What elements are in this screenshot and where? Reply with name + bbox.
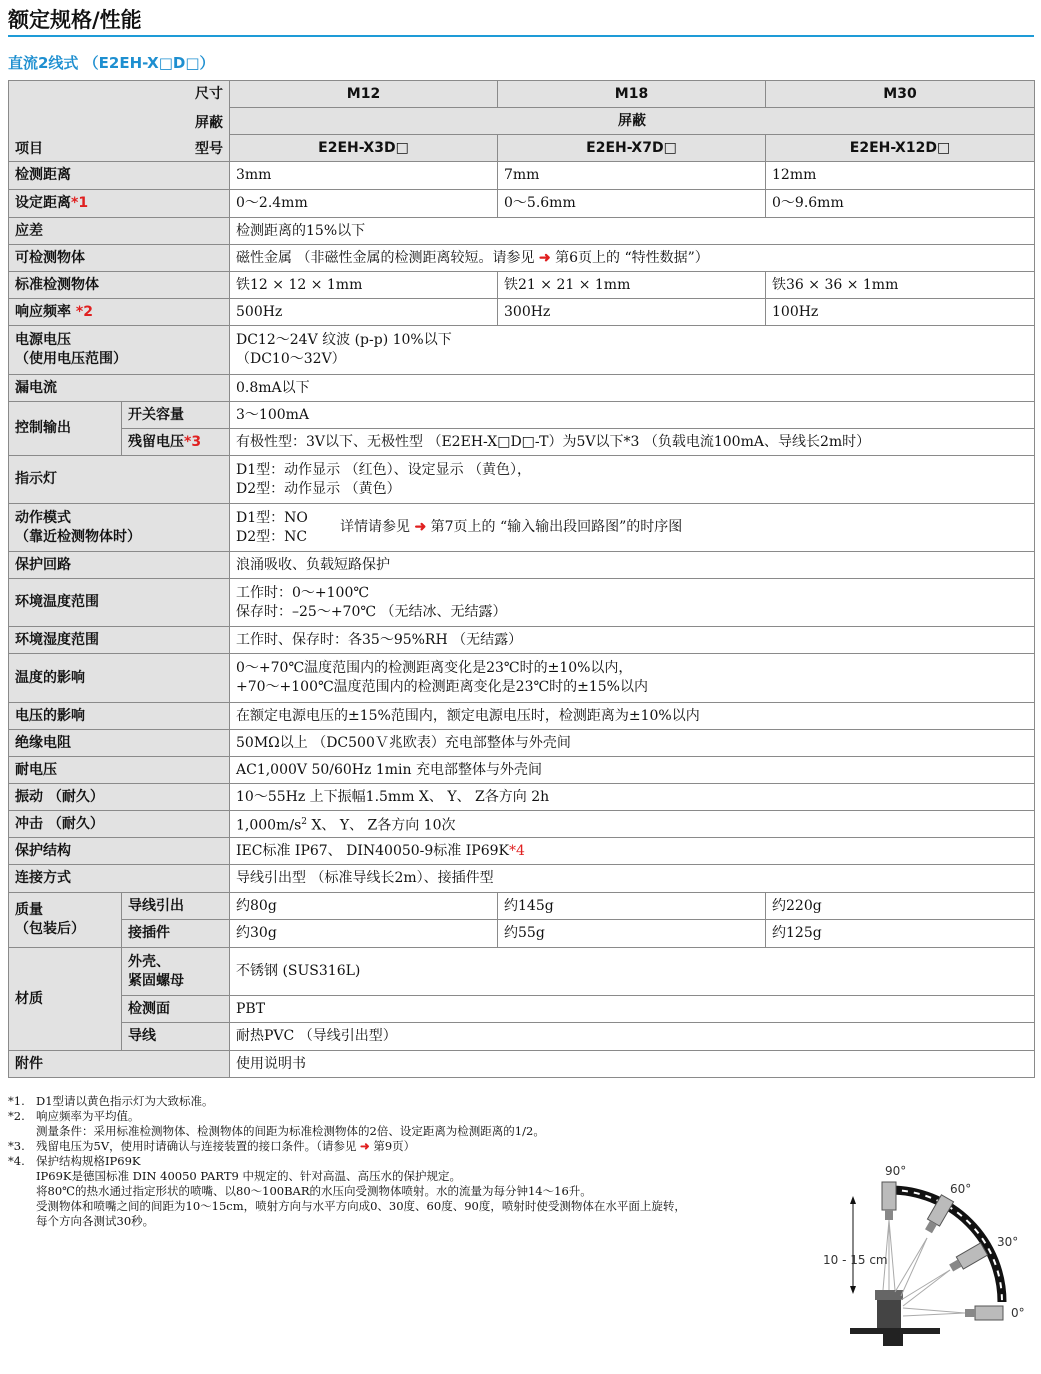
section-title: 直流2线式 （E2EH-X□D□） <box>8 54 215 72</box>
ip69k-test-diagram <box>815 1160 1040 1370</box>
row-response-frequency <box>9 299 1035 326</box>
weight-cable-m30: 约220g <box>766 893 1035 920</box>
footnote-1: *1. D1型请以黄色指示灯为大致标准。 <box>8 1094 214 1108</box>
standard-object-m18: 铁21 × 21 × 1mm <box>498 272 766 299</box>
row-dielectric-strength <box>9 757 1035 784</box>
size-label: 尺寸 <box>195 86 223 102</box>
size-m12: M12 <box>230 81 498 108</box>
angle-90-label: 90° <box>885 1164 907 1178</box>
set-distance-label: 设定距离*1 <box>9 190 230 218</box>
row-set-distance <box>9 190 1035 218</box>
row-material-cable <box>9 1023 1035 1051</box>
residual-voltage-value: 有极性型：3V以下、无极性型 （E2EH-X□D□-T）为5V以下*3 （负载电流100mA、导线长2m时） <box>230 429 1035 456</box>
row-shock <box>9 811 1035 838</box>
weight-label: 质量 （包装后） <box>9 893 122 948</box>
sensing-distance-label: 检测距离 <box>9 162 230 190</box>
weight-connector-m18: 约55g <box>498 920 766 948</box>
standard-object-m12: 铁12 × 12 × 1mm <box>230 272 498 299</box>
note-mark: *1 <box>71 195 89 211</box>
shield-label: 屏蔽 <box>195 115 223 131</box>
switching-capacity-label: 开关容量 <box>122 402 230 429</box>
row-material-case <box>9 948 1035 996</box>
row-ambient-temperature <box>9 579 1035 627</box>
row-standard-object <box>9 272 1035 299</box>
nozzle-30 <box>948 1243 988 1274</box>
residual-voltage-label: 残留电压*3 <box>122 429 230 456</box>
angle-0-label: 0° <box>1011 1306 1025 1320</box>
row-accessories <box>9 1051 1035 1078</box>
weight-cable-label: 导线引出 <box>122 893 230 920</box>
title-rule <box>8 35 1034 37</box>
row-weight-cable <box>9 893 1035 920</box>
size-m30: M30 <box>766 81 1035 108</box>
footnotes <box>8 1094 808 1229</box>
sensing-distance-m18: 7mm <box>498 162 766 190</box>
ambient-temperature-value: 工作时：0～+100℃ 保存时：–25～+70℃ （无结冰、无结露） <box>230 579 1035 627</box>
material-case-label: 外壳、 紧固螺母 <box>122 948 230 996</box>
set-distance-m30: 0～9.6mm <box>766 190 1035 218</box>
weight-connector-m30: 约125g <box>766 920 1035 948</box>
shield-value: 屏蔽 <box>230 108 1035 135</box>
nozzle-0 <box>965 1306 1003 1320</box>
weight-cable-m18: 约145g <box>498 893 766 920</box>
connection-value: 导线引出型 （标准导线长2m）、接插件型 <box>230 865 1035 893</box>
weight-connector-label: 接插件 <box>122 920 230 948</box>
voltage-influence-label: 电压的影响 <box>9 703 230 730</box>
nozzle-90 <box>882 1182 896 1220</box>
size-m18: M18 <box>498 81 766 108</box>
vibration-label: 振动 （耐久） <box>9 784 230 811</box>
arrow-right-icon: ➜ <box>414 519 427 535</box>
model-label: 型号 <box>195 141 223 157</box>
power-voltage-label: 电源电压 （使用电压范围） <box>9 326 230 375</box>
material-cable-value: 耐热PVC （导线引出型） <box>230 1023 1035 1051</box>
weight-cable-m12: 约80g <box>230 893 498 920</box>
dielectric-strength-label: 耐电压 <box>9 757 230 784</box>
accessories-value: 使用说明书 <box>230 1051 1035 1078</box>
note-mark: *4 <box>508 842 525 859</box>
footnote-4: *4. 保护结构规格IP69K IP69K是德国标准 DIN 40050 PART9 中规定的、针对高温、高压水的保护规定。 将80℃的热水通过指定形状的喷嘴、以80～100BAR的水压向受测物体喷射。水的流量为每分钟14～16升。 受测物体和喷嘴之间的间距为10～15cm，喷射方向与水平方向成0、30度、60度、90度，喷射时使受测物体在水平面上旋转， 每个方向各测试30秒。 <box>8 1154 686 1228</box>
sensing-distance-m30: 12mm <box>766 162 1035 190</box>
item-label: 项目 <box>15 141 43 157</box>
indicator-label: 指示灯 <box>9 456 230 504</box>
dielectric-strength-value: AC1,000V 50/60Hz 1min 充电部整体与外壳间 <box>230 757 1035 784</box>
hysteresis-value: 检测距离的15%以下 <box>230 218 1035 245</box>
insulation-resistance-label: 绝缘电阻 <box>9 730 230 757</box>
control-output-label: 控制输出 <box>9 402 122 456</box>
page-title: 额定规格/性能 <box>8 8 142 32</box>
distance-label: 10 - 15 cm <box>823 1253 888 1267</box>
voltage-influence-value: 在额定电源电压的±15%范围内，额定电源电压时，检测距离为±10%以内 <box>230 703 1035 730</box>
protective-structure-value: IEC标准 IP67、 DIN40050-9标准 IP69K*4 <box>230 838 1035 865</box>
model-m30: E2EH-X12D□ <box>766 135 1035 162</box>
indicator-value: D1型：动作显示 （红色）、设定显示 （黄色）， D2型：动作显示 （黄色） <box>230 456 1035 504</box>
response-frequency-m18: 300Hz <box>498 299 766 326</box>
standard-object-label: 标准检测物体 <box>9 272 230 299</box>
row-operation-mode <box>9 504 1035 552</box>
row-material-face <box>9 996 1035 1023</box>
test-platform <box>850 1328 940 1334</box>
ambient-humidity-value: 工作时、保存时：各35～95%RH （无结露） <box>230 627 1035 654</box>
protection-circuit-value: 浪涌吸收、负载短路保护 <box>230 552 1035 579</box>
footnote-2: *2. 响应频率为平均值。 测量条件：采用标准检测物体、检测物体的间距为标准检测物体的2倍、设定距离为检测距离的1/2。 <box>8 1109 545 1138</box>
temperature-influence-label: 温度的影响 <box>9 654 230 703</box>
arrow-right-icon: ➜ <box>538 249 551 266</box>
row-protection-circuit <box>9 552 1035 579</box>
hysteresis-label: 应差 <box>9 218 230 245</box>
row-weight-connector <box>9 920 1035 948</box>
spec-table <box>8 80 1035 1078</box>
weight-connector-m12: 约30g <box>230 920 498 948</box>
row-ambient-humidity <box>9 627 1035 654</box>
protection-circuit-label: 保护回路 <box>9 552 230 579</box>
temperature-influence-value: 0～+70℃温度范围内的检测距离变化是23℃时的±10%以内， +70～+100℃温度范围内的检测距离变化是23℃时的±15%以内 <box>230 654 1035 703</box>
material-label: 材质 <box>9 948 122 1051</box>
accessories-label: 附件 <box>9 1051 230 1078</box>
row-detectable-object <box>9 245 1035 272</box>
row-temperature-influence <box>9 654 1035 703</box>
row-hysteresis <box>9 218 1035 245</box>
leakage-current-value: 0.8mA以下 <box>230 375 1035 402</box>
standard-object-m30: 铁36 × 36 × 1mm <box>766 272 1035 299</box>
detectable-object-label: 可检测物体 <box>9 245 230 272</box>
note-mark: *2 <box>75 303 93 320</box>
response-frequency-m12: 500Hz <box>230 299 498 326</box>
operation-mode-value: D1型：NO D2型：NC 详情请参见 ➜ 第7页上的 “输入输出段回路图”的时序图 <box>230 504 1035 552</box>
header-corner <box>9 81 230 162</box>
material-face-value: PBT <box>230 996 1035 1023</box>
response-frequency-label: 响应频率 *2 <box>9 299 230 326</box>
row-control-output-1 <box>9 402 1035 429</box>
connection-label: 连接方式 <box>9 865 230 893</box>
leakage-current-label: 漏电流 <box>9 375 230 402</box>
operation-mode-label: 动作模式 （靠近检测物体时） <box>9 504 230 552</box>
set-distance-m18: 0～5.6mm <box>498 190 766 218</box>
angle-30-label: 30° <box>997 1235 1019 1249</box>
material-case-value: 不锈钢 (SUS316L) <box>230 948 1035 996</box>
ambient-temperature-label: 环境温度范围 <box>9 579 230 627</box>
row-leakage-current <box>9 375 1035 402</box>
platform-stand <box>883 1334 903 1346</box>
row-indicator <box>9 456 1035 504</box>
row-protective-structure <box>9 838 1035 865</box>
header-row-size <box>9 81 1035 108</box>
operation-mode-reference: 详情请参见 ➜ 第7页上的 “输入输出段回路图”的时序图 <box>340 519 683 535</box>
insulation-resistance-value: 50MΩ以上 （DC500Ｖ兆欧表）充电部整体与外壳间 <box>230 730 1035 757</box>
detectable-object-value: 磁性金属 （非磁性金属的检测距离较短。请参见 ➜ 第6页上的 “特性数据”） <box>230 245 1035 272</box>
row-voltage-influence <box>9 703 1035 730</box>
set-distance-m12: 0～2.4mm <box>230 190 498 218</box>
vibration-value: 10～55Hz 上下振幅1.5mm X、 Y、 Z各方向 2h <box>230 784 1035 811</box>
row-sensing-distance <box>9 162 1035 190</box>
row-connection <box>9 865 1035 893</box>
protective-structure-label: 保护结构 <box>9 838 230 865</box>
model-m18: E2EH-X7D□ <box>498 135 766 162</box>
model-m12: E2EH-X3D□ <box>230 135 498 162</box>
test-object <box>877 1298 901 1328</box>
angle-60-label: 60° <box>950 1182 972 1196</box>
arrow-right-icon: ➜ <box>360 1139 370 1153</box>
response-frequency-m30: 100Hz <box>766 299 1035 326</box>
row-control-output-2 <box>9 429 1035 456</box>
material-cable-label: 导线 <box>122 1023 230 1051</box>
power-voltage-value: DC12～24V 纹波 (p-p) 10%以下 （DC10～32V） <box>230 326 1035 375</box>
shock-value: $1,000m/s^2$ X、 Y、 Z各方向 10次 <box>230 811 1035 838</box>
material-face-label: 检测面 <box>122 996 230 1023</box>
footnote-3: *3. 残留电压为5V，使用时请确认与连接装置的接口条件。（请参见 ➜ 第9页） <box>8 1139 416 1153</box>
row-vibration <box>9 784 1035 811</box>
note-mark: *3 <box>184 433 202 450</box>
switching-capacity-value: 3～100mA <box>230 402 1035 429</box>
sensing-distance-m12: 3mm <box>230 162 498 190</box>
ambient-humidity-label: 环境湿度范围 <box>9 627 230 654</box>
shock-label: 冲击 （耐久） <box>9 811 230 838</box>
row-insulation-resistance <box>9 730 1035 757</box>
row-power-voltage <box>9 326 1035 375</box>
